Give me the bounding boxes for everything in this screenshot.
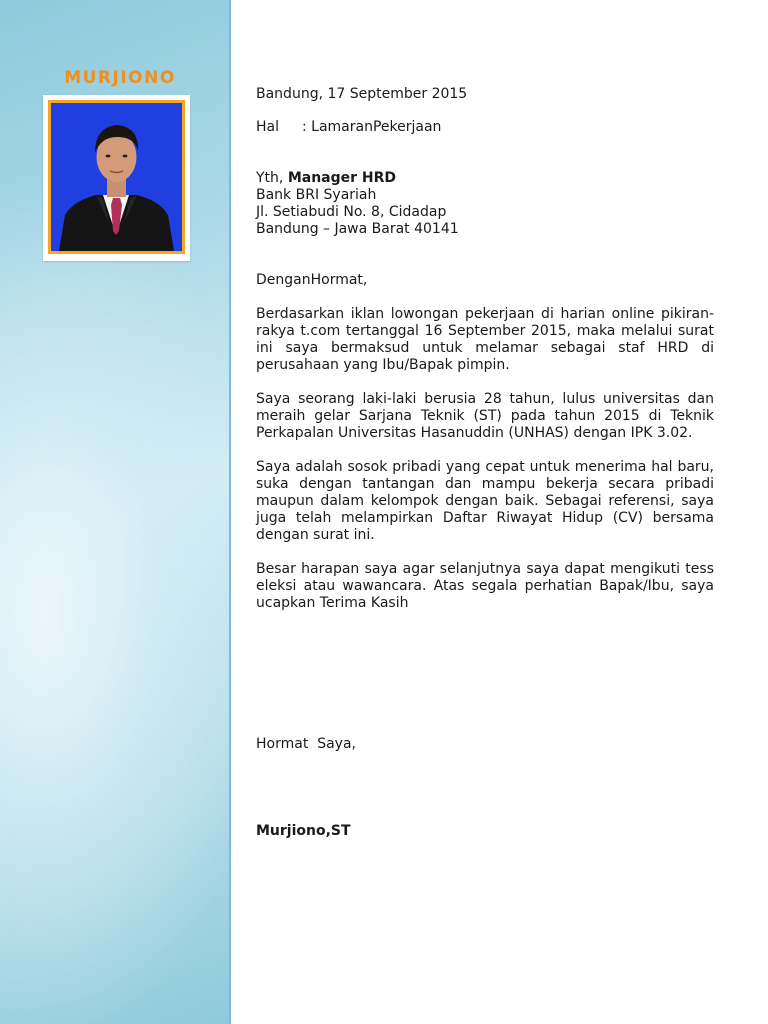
body-paragraph-4: Besar harapan saya agar selanjutnya saya dapat mengikuti tess eleksi atau wawancara. Atas segala perhatian Bapak/Ibu, saya ucapkan Terima Kasih xyxy=(256,561,714,611)
recipient-prefix: Yth, xyxy=(256,170,288,186)
portrait-illustration xyxy=(51,103,182,251)
subject-label: Hal xyxy=(256,119,279,135)
body-paragraph-1: Berdasarkan iklan lowongan pekerjaan di harian online pikiran-rakya t.com tertanggal 16 September 2015, maka melalui surat ini saya bermaksud untuk melamar sebagai staf HRD di perusahaan yang Ibu/Bapak pimpin. xyxy=(256,306,714,373)
letter-date: Bandung, 17 September 2015 xyxy=(256,86,468,102)
applicant-name: MURJIONO xyxy=(64,68,176,88)
body-paragraph-3: Saya adalah sosok pribadi yang cepat untuk menerima hal baru, suka dengan tantangan dan mampu bekerja secara pribadi maupun dalam kelompok dengan baik. Sebagai referensi, saya juga telah melampirkan Daftar Riwayat Hidup (CV) bersama dengan surat ini. xyxy=(256,459,714,543)
recipient-company: Bank BRI Syariah xyxy=(256,187,377,203)
recipient-block xyxy=(256,170,714,238)
body-paragraph-2: Saya seorang laki-laki berusia 28 tahun, lulus universitas dan meraih gelar Sarjana Teknik (ST) pada tahun 2015 di Teknik Perkapalan Universitas Hasanuddin (UNHAS) dengan IPK 3.02. xyxy=(256,391,714,441)
portrait-photo xyxy=(48,100,185,254)
letter-subject xyxy=(256,119,714,136)
recipient-street: Jl. Setiabudi No. 8, Cidadap xyxy=(256,204,447,220)
salutation: DenganHormat, xyxy=(256,272,368,288)
subject-value: : LamaranPekerjaan xyxy=(302,119,442,135)
photo-frame xyxy=(43,95,190,261)
cover-letter xyxy=(256,86,714,840)
recipient-city: Bandung – Jawa Barat 40141 xyxy=(256,221,459,237)
recipient-title-line xyxy=(256,170,714,187)
signature-name: Murjiono,ST xyxy=(256,823,351,839)
closing: Hormat Saya, xyxy=(256,736,356,752)
sidebar xyxy=(0,0,231,1024)
recipient-title: Manager HRD xyxy=(287,170,397,186)
